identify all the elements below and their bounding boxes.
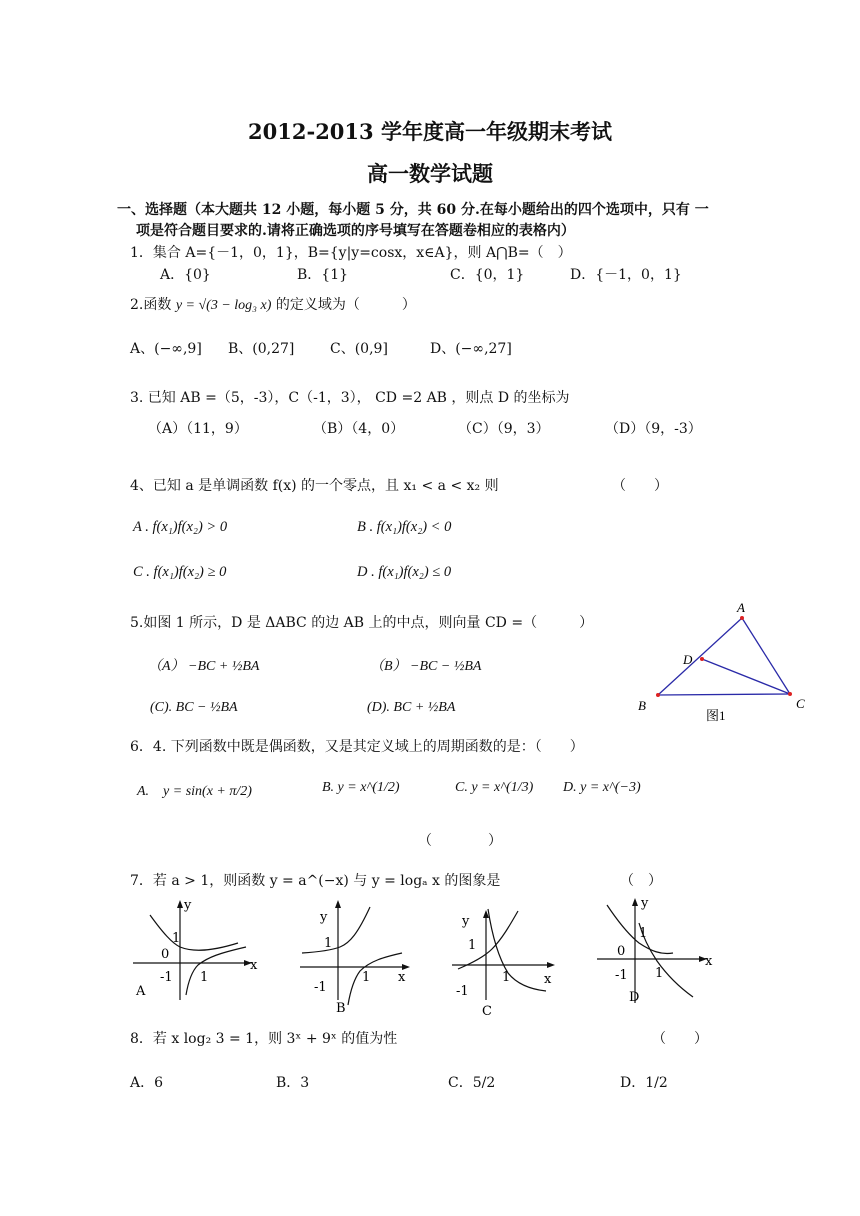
- graph-d-letter: D: [629, 990, 640, 1005]
- q2-stem-suffix: 的定义域为（ ）: [275, 297, 416, 313]
- question-2-stem: [130, 294, 416, 314]
- q4-option-b: B . f(x₁)f(x₂) < 0: [357, 519, 452, 535]
- q1-option-b: B．{1}: [297, 267, 349, 283]
- point-c: [788, 692, 792, 696]
- graph-d-one-y: 1: [639, 926, 648, 941]
- q5-option-d: (D). BC + ½BA: [367, 700, 456, 715]
- figure-caption: 图1: [706, 708, 726, 723]
- question-5-stem: 5.如图 1 所示，D 是 ΔABC 的边 AB 上的中点，则向量 CD =（ ）: [130, 615, 594, 631]
- q4-option-c: C . f(x₁)f(x₂) ≥ 0: [133, 564, 227, 580]
- q8-answer-blank: （ ）: [652, 1031, 708, 1047]
- q6-option-b: B. y = x^(1/2): [322, 780, 400, 795]
- q3-option-b: （B）（4，0）: [313, 421, 405, 437]
- graph-a-one-y: 1: [172, 931, 181, 946]
- q4-answer-blank: （ ）: [612, 478, 668, 494]
- median-cd: [702, 659, 790, 694]
- q2-stem-prefix: 2.函数: [130, 297, 172, 313]
- question-3-stem: 3. 已知 AB =（5，-3），C（-1，3）， CD =2 AB ，则点 D 的坐标为: [130, 390, 570, 406]
- graph-b-x-label: x: [398, 970, 406, 985]
- q8-option-c: C．5/2: [448, 1075, 496, 1091]
- graph-c-x-label: x: [544, 972, 552, 987]
- graph-b-letter: B: [336, 1001, 346, 1015]
- q5-option-a: （A） −BC + ½BA: [148, 659, 260, 674]
- graph-c-y-label: y: [462, 914, 470, 929]
- section-heading-line1: 一、选择题（本大题共 12 小题，每小题 5 分，共 60 分.在每小题给出的四个选项中，只有 一: [117, 202, 709, 218]
- graph-a-origin: 0: [161, 947, 170, 962]
- question-1-stem: 1．集合 A={－1，0，1}，B={y|y=cosx，x∈A}，则 A⋂B=（ ）: [130, 245, 572, 261]
- q1-option-c: C．{0，1}: [450, 267, 525, 283]
- label-d: D: [683, 652, 693, 667]
- q5-option-b: （B） −BC − ½BA: [370, 659, 482, 674]
- q2-option-d: D、(−∞,27]: [430, 341, 512, 357]
- graph-a-neg-one: -1: [160, 970, 173, 985]
- q7-graph-a: [128, 895, 263, 1005]
- q1-option-d: D．{－1，0，1}: [570, 267, 682, 283]
- graph-a-y-label: y: [184, 898, 192, 913]
- q7-graph-c: [450, 905, 565, 1020]
- label-a: A: [737, 600, 745, 615]
- page-title: 2012-2013 学年度高一年级期末考试: [248, 119, 612, 144]
- q3-option-c: （C）（9，3）: [458, 421, 550, 437]
- graph-b-y-label: y: [320, 910, 328, 925]
- question-7-stem: 7．若 a > 1，则函数 y = a^(−x) 与 y = logₐ x 的图象是: [130, 873, 501, 889]
- graph-c-one-x: 1: [502, 970, 511, 985]
- q7-graph-d: [595, 893, 720, 1008]
- graph-b-one-y: 1: [324, 936, 333, 951]
- q5-option-c: (C). BC − ½BA: [150, 700, 238, 715]
- graph-d-one-x: 1: [655, 966, 664, 981]
- triangle-side-bc: [658, 694, 790, 695]
- graph-d-origin: 0: [617, 944, 626, 959]
- graph-a-letter: A: [136, 984, 146, 999]
- page-subtitle: 高一数学试题: [367, 161, 493, 186]
- q7-answer-blank: （ ）: [620, 873, 662, 889]
- graph-d-x-label: x: [705, 954, 713, 969]
- section-heading-line2: 项是符合题目要求的.请将正确选项的序号填写在答题卷相应的表格内）: [136, 223, 575, 239]
- graph-a-one-x: 1: [200, 970, 209, 985]
- q2-option-a: A、(−∞,9]: [130, 341, 202, 357]
- question-8-stem: 8．若 x log₂ 3 = 1，则 3ˣ + 9ˣ 的值为性: [130, 1031, 398, 1047]
- q7-graph-b: [298, 895, 423, 1015]
- graph-a-x-label: x: [250, 958, 258, 973]
- q8-option-a: A．6: [130, 1075, 164, 1091]
- q2-option-c: C、(0,9]: [330, 341, 388, 357]
- q1-option-a: A．{0}: [160, 267, 211, 283]
- label-c: C: [796, 696, 805, 711]
- point-d: [700, 657, 704, 661]
- q5-triangle-figure: [630, 600, 820, 730]
- q3-option-a: （A）（11，9）: [148, 421, 248, 437]
- graph-b-neg-one: -1: [314, 980, 327, 995]
- q2-formula: y = √(3 − log₃ x): [175, 298, 272, 313]
- q6-option-a: A. y = sin(x + π/2): [137, 784, 252, 799]
- label-b: B: [638, 698, 646, 713]
- triangle-side-ac: [742, 618, 790, 694]
- question-6-stem: 6．4. 下列函数中既是偶函数，又是其定义域上的周期函数的是：（ ）: [130, 739, 584, 755]
- point-a: [740, 616, 744, 620]
- graph-c-letter: C: [482, 1004, 492, 1019]
- graph-b-one-x: 1: [362, 970, 371, 985]
- q8-option-d: D．1/2: [620, 1075, 668, 1091]
- q6-answer-blank: （ ）: [418, 833, 502, 849]
- graph-d-neg-one: -1: [615, 968, 628, 983]
- q4-option-a: A . f(x₁)f(x₂) > 0: [133, 519, 228, 535]
- q6-option-d: D. y = x^(−3): [563, 780, 641, 795]
- graph-d-y-label: y: [641, 896, 649, 911]
- q2-option-b: B、(0,27]: [228, 341, 295, 357]
- q4-option-d: D . f(x₁)f(x₂) ≤ 0: [357, 564, 452, 580]
- question-4-stem: 4、已知 a 是单调函数 f(x) 的一个零点，且 x₁ < a < x₂ 则: [130, 478, 499, 494]
- graph-c-one-y: 1: [468, 938, 477, 953]
- graph-c-neg-one: -1: [456, 984, 469, 999]
- q6-option-c: C. y = x^(1/3): [455, 780, 534, 795]
- triangle-side-ab: [658, 618, 742, 695]
- q8-option-b: B．3: [276, 1075, 310, 1091]
- q3-option-d: （D）（9，-3）: [605, 421, 702, 437]
- point-b: [656, 693, 660, 697]
